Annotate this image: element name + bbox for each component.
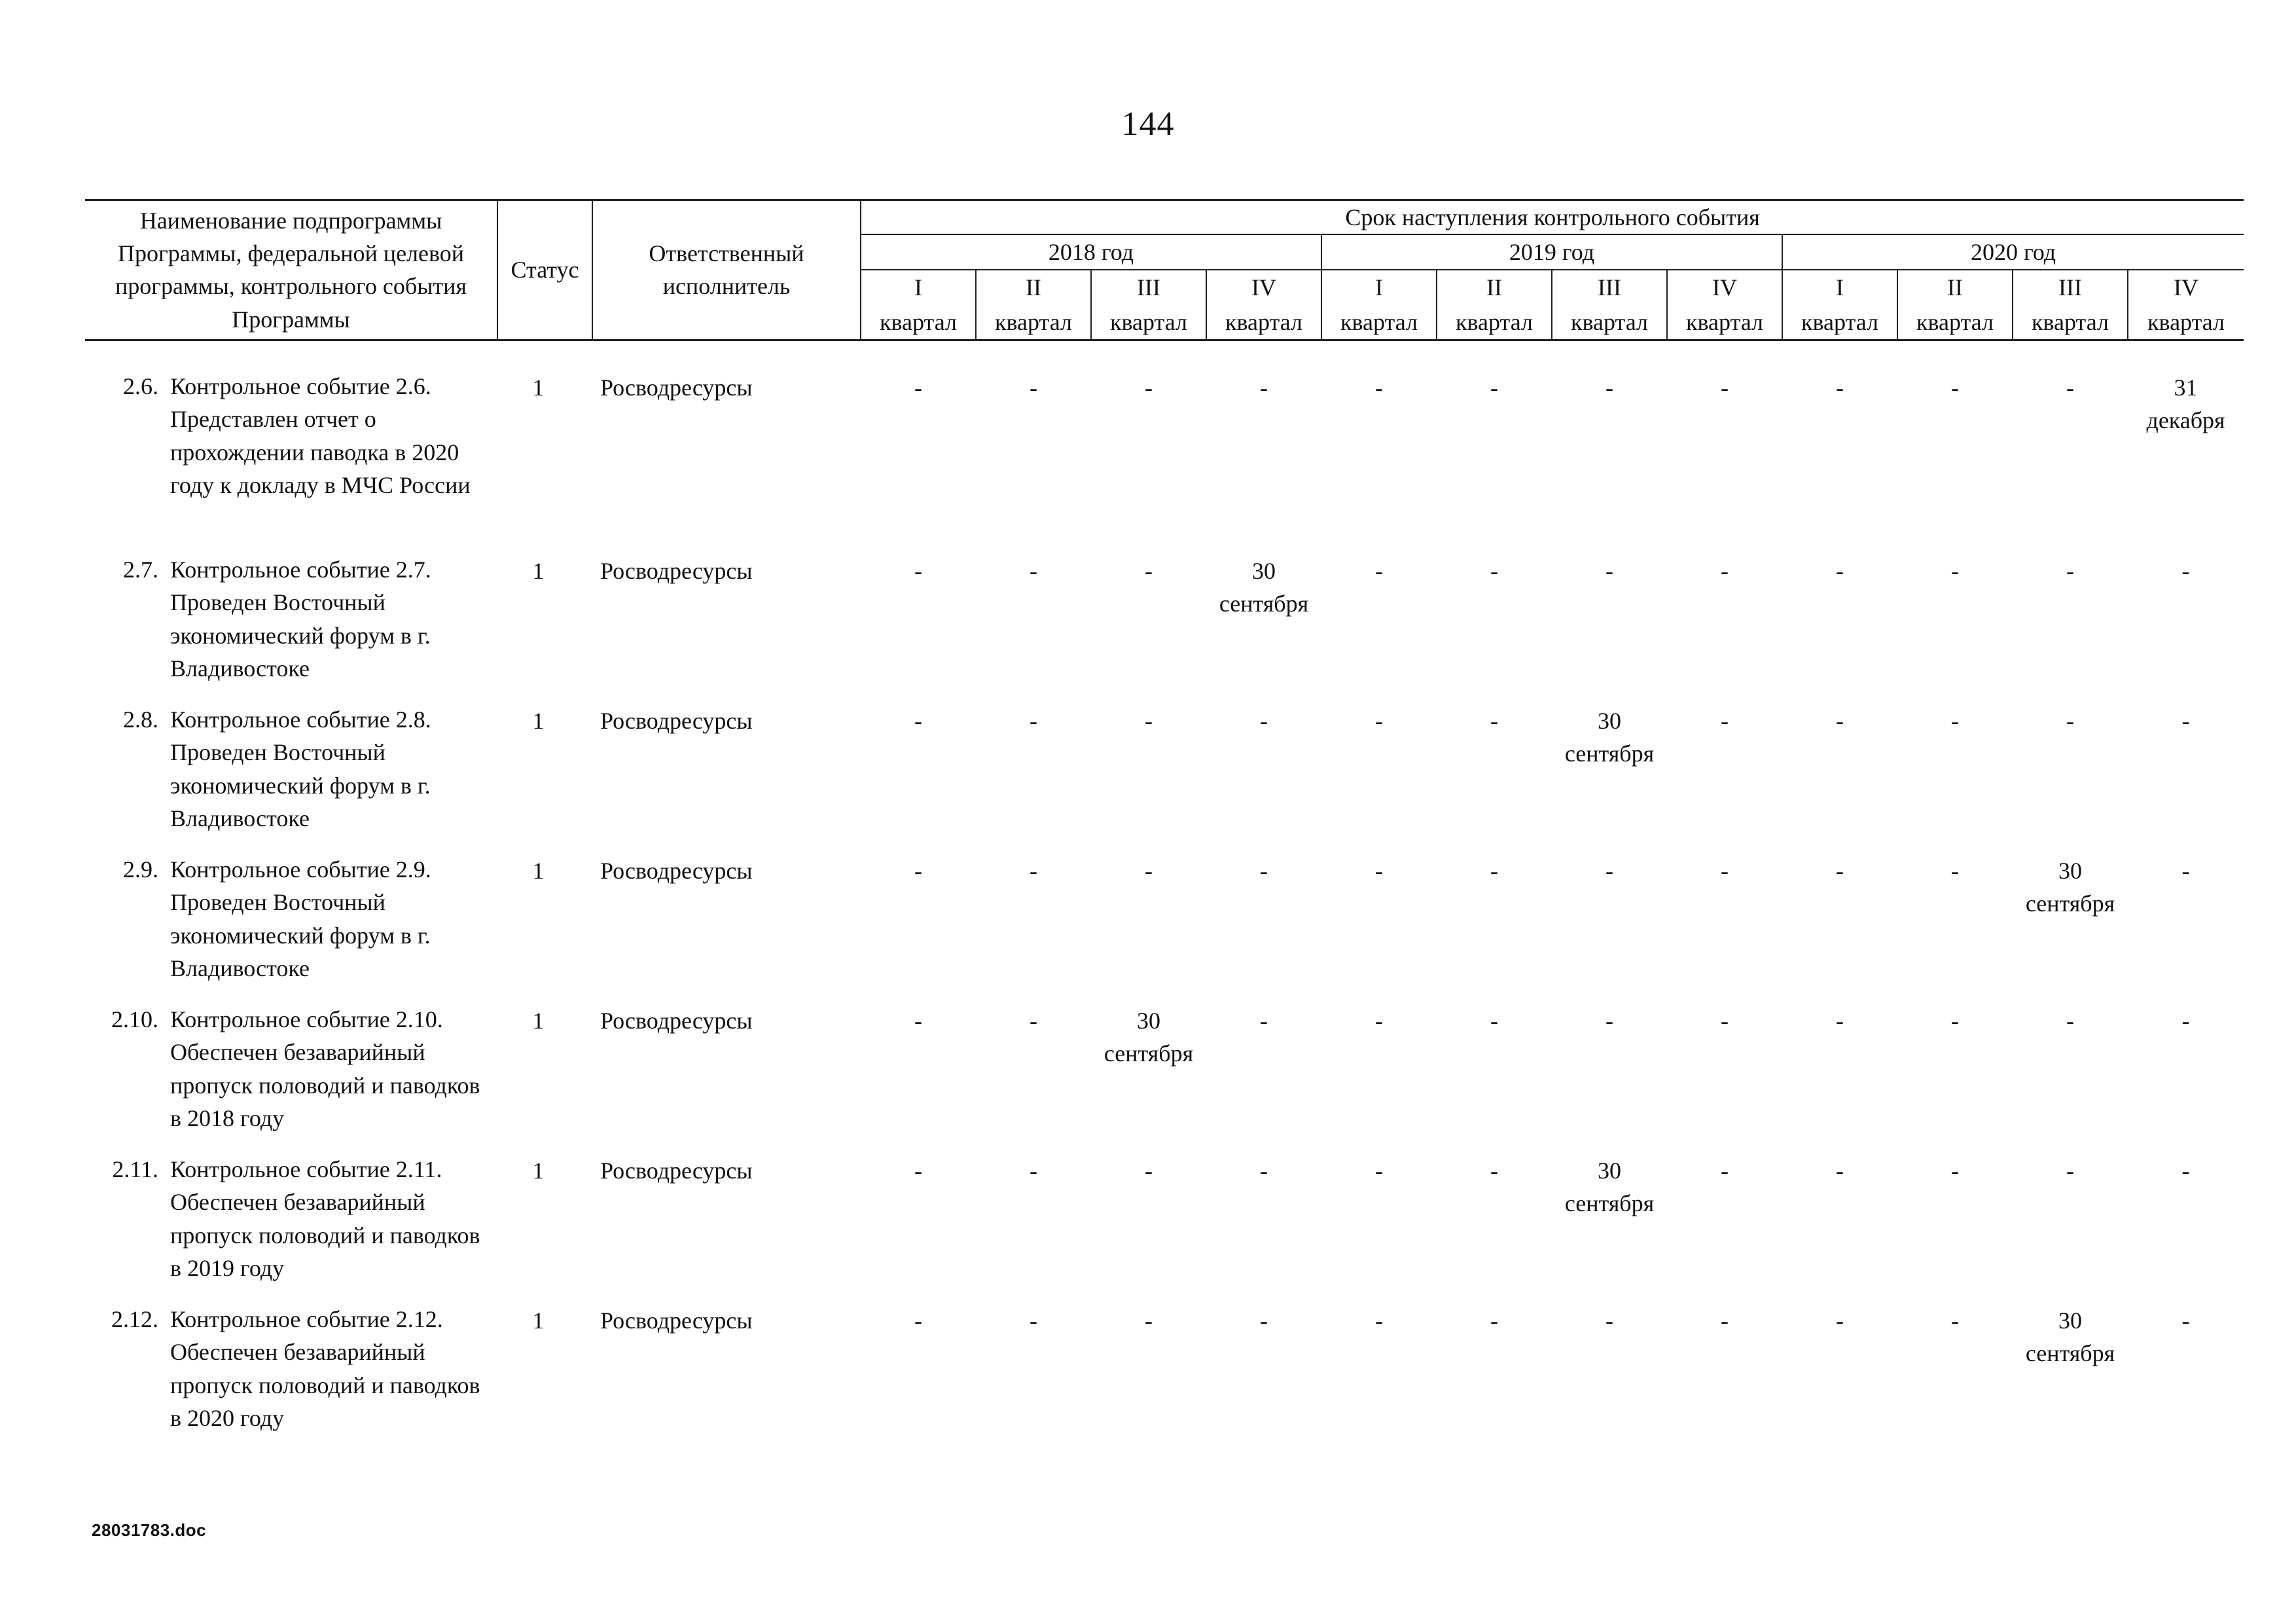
header-quarter-word: квартал xyxy=(1916,308,1994,335)
quarter-deadline-cell: 30 сентября xyxy=(2025,1307,2115,1367)
quarter-deadline-cell: - xyxy=(2066,374,2074,401)
quarter-deadline-cell: - xyxy=(1951,1157,1959,1184)
quarter-deadline-cell: - xyxy=(1145,1307,1153,1334)
header-quarter xyxy=(2013,270,2128,340)
quarter-deadline-cell: - xyxy=(2181,1157,2190,1184)
quarter-deadline-cell: - xyxy=(2181,1307,2190,1334)
header-deadline-title: Срок наступления контрольного события xyxy=(861,200,2244,235)
quarter-deadline-cell: - xyxy=(1836,374,1844,401)
document-filename: 28031783.doc xyxy=(92,1520,207,1540)
quarter-deadline-cell: - xyxy=(1951,1007,1959,1034)
event-status: 1 xyxy=(532,374,545,401)
table-row xyxy=(85,1153,2244,1303)
event-number: 2.8. xyxy=(123,706,158,733)
quarter-deadline-cell: - xyxy=(1836,1007,1844,1034)
event-executor: Росводресурсы xyxy=(600,857,753,884)
quarter-deadline-cell: - xyxy=(914,857,922,884)
header-quarter xyxy=(861,270,976,340)
quarter-deadline-cell: - xyxy=(2066,1007,2074,1034)
event-number: 2.12. xyxy=(111,1305,158,1332)
event-status: 1 xyxy=(532,857,545,884)
quarter-deadline-cell: - xyxy=(1375,1157,1383,1184)
event-name: Контрольное событие 2.6. Представлен отчет о прохождении паводка в 2020 году к докладу в МЧС России xyxy=(170,373,471,498)
quarter-deadline-cell: - xyxy=(2066,707,2074,734)
quarter-deadline-cell: - xyxy=(914,374,922,401)
event-number: 2.10. xyxy=(111,1006,158,1032)
table-row xyxy=(85,1303,2244,1453)
header-quarter-numeral: III xyxy=(1598,274,1621,301)
quarter-deadline-cell: - xyxy=(1721,557,1729,584)
event-name: Контрольное событие 2.11. Обеспечен безаварийный пропуск половодий и паводков в 2019 году xyxy=(170,1156,480,1281)
quarter-deadline-cell: - xyxy=(1951,557,1959,584)
quarter-deadline-cell: 30 сентября xyxy=(1564,1157,1655,1217)
quarter-deadline-cell: 31 декабря xyxy=(2146,374,2225,434)
table-row xyxy=(85,370,2244,553)
header-quarter-word: квартал xyxy=(1110,308,1187,335)
quarter-deadline-cell: - xyxy=(1605,374,1613,401)
quarter-deadline-cell: - xyxy=(2181,707,2190,734)
header-year: 2019 год xyxy=(1321,234,1782,270)
quarter-deadline-cell: - xyxy=(914,1307,922,1334)
table-row xyxy=(85,703,2244,853)
quarter-deadline-cell: - xyxy=(1490,857,1498,884)
quarter-deadline-cell: - xyxy=(1605,857,1613,884)
quarter-deadline-cell: - xyxy=(914,1157,922,1184)
event-name: Контрольное событие 2.9. Проведен Восточный экономический форум в г. Владивостоке xyxy=(170,856,431,981)
quarter-deadline-cell: - xyxy=(1375,707,1383,734)
quarter-deadline-cell: - xyxy=(1721,1307,1729,1334)
quarter-deadline-cell: - xyxy=(1260,1307,1268,1334)
quarter-deadline-cell: 30 сентября xyxy=(1103,1007,1194,1067)
quarter-deadline-cell: - xyxy=(1145,557,1153,584)
quarter-deadline-cell: - xyxy=(1375,1307,1383,1334)
quarter-deadline-cell: - xyxy=(1030,707,1037,734)
event-executor: Росводресурсы xyxy=(600,1307,753,1334)
quarter-deadline-cell: - xyxy=(1721,1007,1729,1034)
quarter-deadline-cell: - xyxy=(1030,1307,1037,1334)
quarter-deadline-cell: - xyxy=(2181,557,2190,584)
quarter-deadline-cell: - xyxy=(1030,1157,1037,1184)
quarter-deadline-cell: - xyxy=(1030,557,1037,584)
event-name: Контрольное событие 2.8. Проведен Восточный экономический форум в г. Владивостоке xyxy=(170,706,431,831)
quarter-deadline-cell: - xyxy=(1260,707,1268,734)
header-quarter-numeral: III xyxy=(1137,274,1160,301)
quarter-deadline-cell: - xyxy=(1490,1007,1498,1034)
control-events-table xyxy=(85,199,2244,1453)
quarter-deadline-cell: - xyxy=(1030,374,1037,401)
header-quarter-numeral: II xyxy=(1026,274,1041,301)
quarter-deadline-cell: - xyxy=(1951,1307,1959,1334)
quarter-deadline-cell: - xyxy=(1030,857,1037,884)
quarter-deadline-cell: - xyxy=(1260,374,1268,401)
header-quarter-word: квартал xyxy=(1801,308,1878,335)
header-quarter xyxy=(1321,270,1437,340)
quarter-deadline-cell: - xyxy=(1836,857,1844,884)
header-quarter xyxy=(976,270,1091,340)
quarter-deadline-cell: - xyxy=(1721,374,1729,401)
header-quarter-numeral: I xyxy=(1836,274,1844,301)
quarter-deadline-cell: - xyxy=(1951,857,1959,884)
header-quarter-numeral: IV xyxy=(1712,274,1737,301)
event-status: 1 xyxy=(532,1307,545,1334)
event-executor: Росводресурсы xyxy=(600,374,753,401)
event-name: Контрольное событие 2.10. Обеспечен безаварийный пропуск половодий и паводков в 2018 году xyxy=(170,1006,480,1131)
header-quarter-numeral: IV xyxy=(2174,274,2199,301)
quarter-deadline-cell: - xyxy=(1145,1157,1153,1184)
quarter-deadline-cell: - xyxy=(1721,857,1729,884)
quarter-deadline-cell: - xyxy=(1490,707,1498,734)
event-executor: Росводресурсы xyxy=(600,1007,753,1034)
quarter-deadline-cell: - xyxy=(2066,1157,2074,1184)
quarter-deadline-cell: - xyxy=(1605,1007,1613,1034)
header-executor-column: Ответственный исполнитель xyxy=(592,200,861,340)
header-quarter xyxy=(2128,270,2244,340)
event-status: 1 xyxy=(532,707,545,734)
quarter-deadline-cell: 30 сентября xyxy=(1564,707,1655,767)
table-header xyxy=(85,200,2244,340)
quarter-deadline-cell: 30 сентября xyxy=(1219,557,1309,617)
quarter-deadline-cell: - xyxy=(1836,707,1844,734)
event-number: 2.7. xyxy=(123,556,158,583)
header-year: 2020 год xyxy=(1782,234,2244,270)
quarter-deadline-cell: - xyxy=(1260,857,1268,884)
event-executor: Росводресурсы xyxy=(600,557,753,584)
header-quarter-numeral: III xyxy=(2058,274,2082,301)
quarter-deadline-cell: - xyxy=(1260,1007,1268,1034)
header-year: 2018 год xyxy=(861,234,1321,270)
quarter-deadline-cell: - xyxy=(1375,557,1383,584)
header-quarter xyxy=(1552,270,1667,340)
quarter-deadline-cell: - xyxy=(914,557,922,584)
event-status: 1 xyxy=(532,1007,545,1034)
quarter-deadline-cell: - xyxy=(1490,374,1498,401)
quarter-deadline-cell: - xyxy=(1836,1157,1844,1184)
event-executor: Росводресурсы xyxy=(600,707,753,734)
quarter-deadline-cell: - xyxy=(1721,707,1729,734)
header-quarter-word: квартал xyxy=(1686,308,1763,335)
quarter-deadline-cell: - xyxy=(1836,1307,1844,1334)
header-quarter-word: квартал xyxy=(880,308,957,335)
event-number: 2.6. xyxy=(123,373,158,399)
quarter-deadline-cell: - xyxy=(914,707,922,734)
header-quarter-numeral: II xyxy=(1486,274,1502,301)
quarter-deadline-cell: - xyxy=(2181,1007,2190,1034)
header-quarter-word: квартал xyxy=(2147,308,2225,335)
quarter-deadline-cell: - xyxy=(1375,1007,1383,1034)
header-quarter-word: квартал xyxy=(1456,308,1533,335)
quarter-deadline-cell: - xyxy=(1145,857,1153,884)
quarter-deadline-cell: - xyxy=(2066,557,2074,584)
quarter-deadline-cell: - xyxy=(1836,557,1844,584)
header-quarter-word: квартал xyxy=(995,308,1072,335)
header-quarter-numeral: II xyxy=(1947,274,1963,301)
page-number: 144 xyxy=(1121,105,1175,143)
header-quarter-word: квартал xyxy=(1571,308,1648,335)
quarter-deadline-cell: - xyxy=(1260,1157,1268,1184)
event-name: Контрольное событие 2.12. Обеспечен безаварийный пропуск половодий и паводков в 2020 году xyxy=(170,1305,480,1431)
header-quarter-word: квартал xyxy=(2032,308,2109,335)
event-executor: Росводресурсы xyxy=(600,1157,753,1184)
quarter-deadline-cell: - xyxy=(1490,1157,1498,1184)
quarter-deadline-cell: - xyxy=(1490,1307,1498,1334)
header-quarter xyxy=(1782,270,1897,340)
event-name: Контрольное событие 2.7. Проведен Восточный экономический форум в г. Владивостоке xyxy=(170,556,431,682)
table-row xyxy=(85,853,2244,1003)
quarter-deadline-cell: - xyxy=(1951,707,1959,734)
quarter-deadline-cell: - xyxy=(1375,374,1383,401)
header-name-column: Наименование подпрограммы Программы, федеральной целевой программы, контрольного события Программы xyxy=(85,200,497,340)
table-spacer xyxy=(85,340,2244,370)
header-quarter xyxy=(1437,270,1552,340)
event-status: 1 xyxy=(532,557,545,584)
quarter-deadline-cell: - xyxy=(1375,857,1383,884)
header-quarter xyxy=(1667,270,1782,340)
header-status-column: Статус xyxy=(497,200,592,340)
header-quarter-word: квартал xyxy=(1225,308,1302,335)
header-quarter xyxy=(1091,270,1206,340)
event-status: 1 xyxy=(532,1157,545,1184)
quarter-deadline-cell: - xyxy=(1951,374,1959,401)
quarter-deadline-cell: - xyxy=(1605,1307,1613,1334)
header-quarter-numeral: I xyxy=(1375,274,1383,301)
quarter-deadline-cell: - xyxy=(1605,557,1613,584)
quarter-deadline-cell: - xyxy=(1721,1157,1729,1184)
table-row xyxy=(85,553,2244,703)
quarter-deadline-cell: - xyxy=(914,1007,922,1034)
quarter-deadline-cell: - xyxy=(2181,857,2190,884)
quarter-deadline-cell: - xyxy=(1490,557,1498,584)
header-quarter-numeral: IV xyxy=(1251,274,1276,301)
event-number: 2.9. xyxy=(123,856,158,883)
header-quarter xyxy=(1206,270,1321,340)
event-number: 2.11. xyxy=(112,1156,158,1182)
quarter-deadline-cell: - xyxy=(1030,1007,1037,1034)
header-quarter xyxy=(1897,270,2013,340)
quarter-deadline-cell: 30 сентября xyxy=(2025,857,2115,917)
table-row xyxy=(85,1003,2244,1153)
quarter-deadline-cell: - xyxy=(1145,374,1153,401)
quarter-deadline-cell: - xyxy=(1145,707,1153,734)
header-quarter-numeral: I xyxy=(914,274,922,301)
header-quarter-word: квартал xyxy=(1340,308,1418,335)
table-body xyxy=(85,340,2244,1453)
